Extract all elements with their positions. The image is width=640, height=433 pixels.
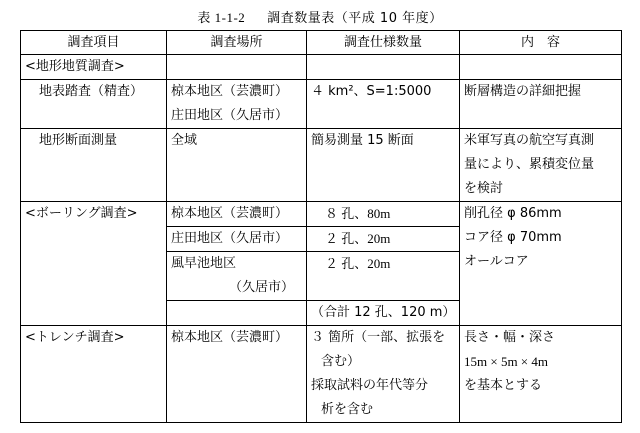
section-label-boring: <ボーリング調査> — [21, 202, 167, 326]
place-boring-3b: （久居市） — [228, 280, 294, 295]
place-boring-2: 庄田地区（久居市） — [167, 227, 307, 252]
place-shoda: 庄田地区（久居市） — [171, 108, 289, 123]
item-profile-survey: 地形断面測量 — [39, 133, 118, 148]
spec-boring-1: ８ 孔、80m — [325, 206, 391, 221]
content-trench-1: 長さ・幅・深さ — [464, 330, 556, 345]
spec-trench-2: 含む） — [321, 354, 361, 369]
content-trench-3: を基本とする — [464, 378, 543, 393]
content-boring-2: コア径 φ 70mm — [464, 230, 562, 245]
table-row — [21, 326, 622, 423]
table-number: 表 1-1-2 — [197, 10, 246, 25]
table-row — [21, 55, 622, 80]
section-label-topo: <地形地質調査> — [21, 55, 167, 80]
header-spec: 調査仕様数量 — [307, 31, 460, 55]
content-profile-1: 米軍写真の航空写真測 — [464, 133, 595, 148]
spec-boring-2: ２ 孔、20m — [325, 231, 391, 246]
content-surface-survey: 断層構造の詳細把握 — [460, 80, 622, 129]
spec-trench-4: 析を含む — [321, 402, 374, 417]
place-boring-1: 椋本地区（芸濃町） — [167, 202, 307, 227]
content-trench-2: 15m × 5m × 4m — [464, 354, 548, 369]
spec-trench-3: 採取試料の年代等分 — [311, 378, 429, 393]
place-mukumoto: 椋本地区（芸濃町） — [171, 84, 289, 99]
survey-quantity-table — [20, 30, 622, 423]
content-boring-3: オールコア — [464, 254, 529, 269]
table-title: 調査数量表（平成 10 年度） — [267, 11, 443, 26]
table-caption — [0, 7, 640, 26]
item-surface-survey: 地表踏査（精査） — [39, 84, 144, 99]
header-item: 調査項目 — [21, 31, 167, 55]
spec-profile-survey: 簡易測量 15 断面 — [307, 129, 460, 202]
table-row — [21, 202, 622, 227]
content-boring-1: 削孔径 φ 86mm — [464, 206, 562, 221]
header-row — [21, 31, 622, 55]
place-all-area: 全域 — [167, 129, 307, 202]
table-row — [21, 80, 622, 129]
table-row — [21, 129, 622, 202]
section-label-trench: <トレンチ調査> — [21, 326, 167, 423]
spec-boring-3: ２ 孔、20m — [325, 256, 391, 271]
spec-boring-total: （合計 12 孔、120 m） — [307, 301, 460, 326]
content-profile-3: を検討 — [464, 181, 504, 196]
header-content: 内 容 — [460, 31, 622, 55]
spec-trench-1: ３ 箇所（一部、拡張を — [311, 330, 446, 345]
place-boring-3a: 風早池地区 — [171, 256, 237, 271]
header-place: 調査場所 — [167, 31, 307, 55]
content-profile-2: 量により、累積変位量 — [464, 157, 595, 172]
spec-surface-survey: ４ km²、S=1:5000 — [307, 80, 460, 129]
place-trench: 椋本地区（芸濃町） — [167, 326, 307, 423]
